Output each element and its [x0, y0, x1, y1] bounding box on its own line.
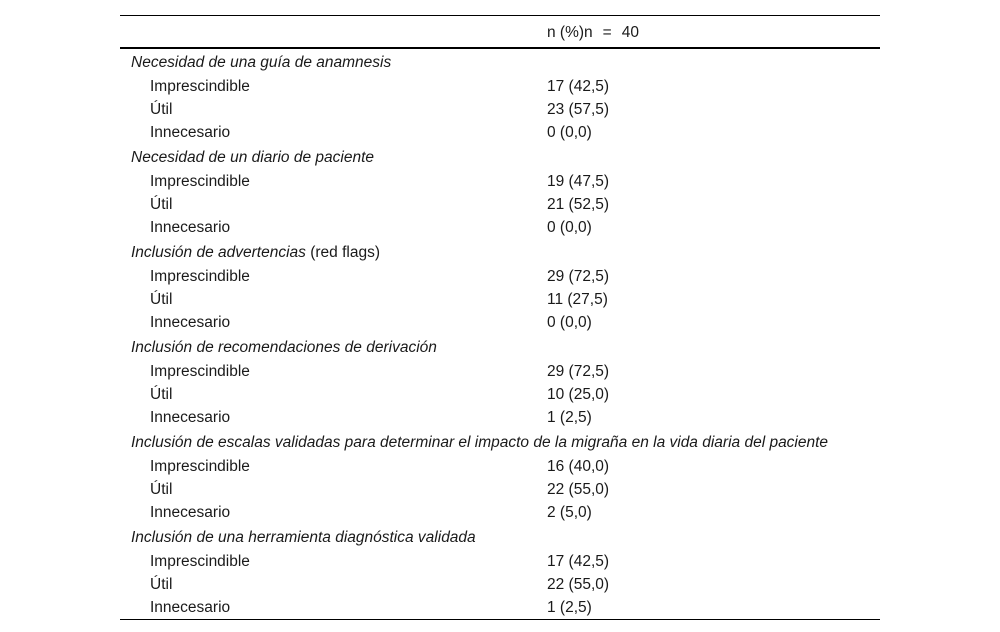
row-label: Útil: [150, 576, 173, 593]
section-header-row: [120, 429, 880, 455]
row-value: 11 (27,5): [547, 291, 608, 308]
table-row: [120, 265, 880, 288]
table-header-row: [120, 16, 880, 47]
table-row: [120, 193, 880, 216]
header-col2-equals: =: [602, 24, 612, 41]
section-title-suffix: (red flags): [305, 244, 381, 261]
table-row: [120, 596, 880, 619]
row-value: 17 (42,5): [547, 553, 610, 570]
row-label: Innecesario: [150, 409, 231, 426]
row-value: 1 (2,5): [547, 599, 592, 616]
table-row: [120, 311, 880, 334]
table-row: [120, 360, 880, 383]
table-row: [120, 383, 880, 406]
row-label: Innecesario: [150, 504, 231, 521]
row-label: Imprescindible: [150, 553, 250, 570]
row-label: Útil: [150, 481, 173, 498]
row-value: 17 (42,5): [547, 78, 610, 95]
section-title-italic: Inclusión de recomendaciones de derivación: [131, 339, 437, 356]
section-title-italic: Inclusión de escalas validadas para determinar el impacto de la migraña en la vida diaria del paciente: [131, 434, 829, 451]
table-row: [120, 216, 880, 239]
row-label: Imprescindible: [150, 78, 250, 95]
row-value: 23 (57,5): [547, 101, 610, 118]
row-value: 0 (0,0): [547, 124, 592, 141]
table-row: [120, 455, 880, 478]
table-row: [120, 98, 880, 121]
row-value: 22 (55,0): [547, 481, 610, 498]
results-table: [120, 15, 880, 620]
row-value: 10 (25,0): [547, 386, 610, 403]
section-title: [131, 524, 476, 552]
row-label: Imprescindible: [150, 458, 250, 475]
row-value: 19 (47,5): [547, 173, 610, 190]
row-label: Imprescindible: [150, 268, 250, 285]
section-title: [131, 239, 380, 267]
section-title: [131, 334, 437, 362]
section-header-row: [120, 334, 880, 360]
row-value: 0 (0,0): [547, 219, 592, 236]
row-value: 22 (55,0): [547, 576, 610, 593]
header-col2: [547, 16, 639, 49]
row-label: Imprescindible: [150, 173, 250, 190]
table-row: [120, 406, 880, 429]
table-row: [120, 478, 880, 501]
table-row: [120, 550, 880, 573]
row-label: Útil: [150, 291, 173, 308]
row-label: Útil: [150, 386, 173, 403]
table-bottom-rule: [120, 619, 880, 620]
row-value: 0 (0,0): [547, 314, 592, 331]
row-label: Innecesario: [150, 314, 231, 331]
section-header-row: [120, 49, 880, 75]
section-header-row: [120, 144, 880, 170]
row-label: Innecesario: [150, 124, 231, 141]
table-row: [120, 121, 880, 144]
section-title-italic: Inclusión de una herramienta diagnóstica validada: [131, 529, 476, 546]
section-title: [131, 429, 828, 457]
header-col2-prefix: n (%)n: [547, 24, 593, 41]
section-title: [131, 144, 374, 172]
row-value: 29 (72,5): [547, 268, 610, 285]
row-label: Útil: [150, 101, 173, 118]
table-body: [120, 49, 880, 619]
table-row: [120, 75, 880, 98]
row-value: 29 (72,5): [547, 363, 610, 380]
section-title: [131, 49, 391, 77]
row-value: 2 (5,0): [547, 504, 592, 521]
row-label: Innecesario: [150, 219, 231, 236]
section-title-italic: Necesidad de un diario de paciente: [131, 149, 375, 166]
row-value: 16 (40,0): [547, 458, 610, 475]
section-header-row: [120, 239, 880, 265]
row-label: Útil: [150, 196, 173, 213]
table-row: [120, 288, 880, 311]
row-value: 1 (2,5): [547, 409, 592, 426]
row-value: 21 (52,5): [547, 196, 610, 213]
header-col2-total: 40: [621, 24, 639, 41]
row-label: Innecesario: [150, 599, 231, 616]
row-label: Imprescindible: [150, 363, 250, 380]
section-header-row: [120, 524, 880, 550]
table-row: [120, 170, 880, 193]
section-title-italic: Inclusión de advertencias: [131, 244, 306, 261]
section-title-italic: Necesidad de una guía de anamnesis: [131, 54, 392, 71]
table-row: [120, 501, 880, 524]
table-row: [120, 573, 880, 596]
